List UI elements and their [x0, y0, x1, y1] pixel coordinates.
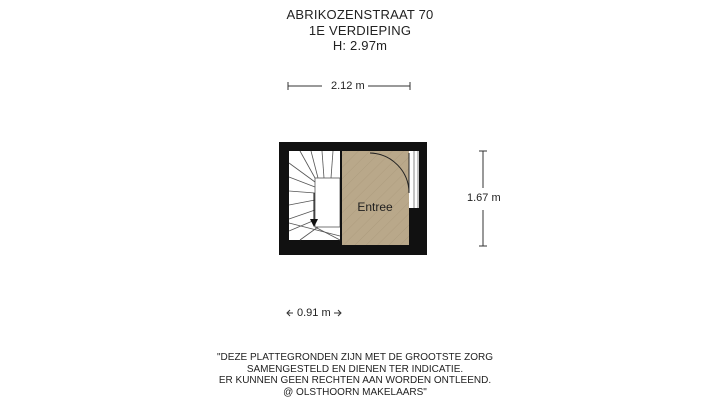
room-label-entree: Entree: [357, 200, 393, 214]
width-bottom-label: 0.91 m: [297, 307, 331, 319]
disclaimer-line-2: SAMENGESTELD EN DIENEN TER INDICATIE.: [246, 363, 464, 375]
width-top-label: 2.12 m: [331, 80, 365, 92]
floor-title: 1E VERDIEPING: [308, 22, 412, 38]
disclaimer: [0, 352, 710, 398]
disclaimer-line-1: "DEZE PLATTEGRONDEN ZIJN MET DE GROOTSTE ZORG: [217, 352, 493, 363]
disclaimer-line-4: @ OLSTHOORN MAKELAARS": [283, 386, 427, 398]
disclaimer-line-3: ER KUNNEN GEEN RECHTEN AAN WORDEN ONTLEEND.: [218, 375, 492, 386]
entree-floor: [342, 151, 409, 245]
height-right-label: 1.67 m: [467, 192, 501, 204]
ceiling-height: H: 2.97m: [332, 38, 388, 53]
address-title: ABRIKOZENSTRAAT 70: [286, 7, 434, 22]
